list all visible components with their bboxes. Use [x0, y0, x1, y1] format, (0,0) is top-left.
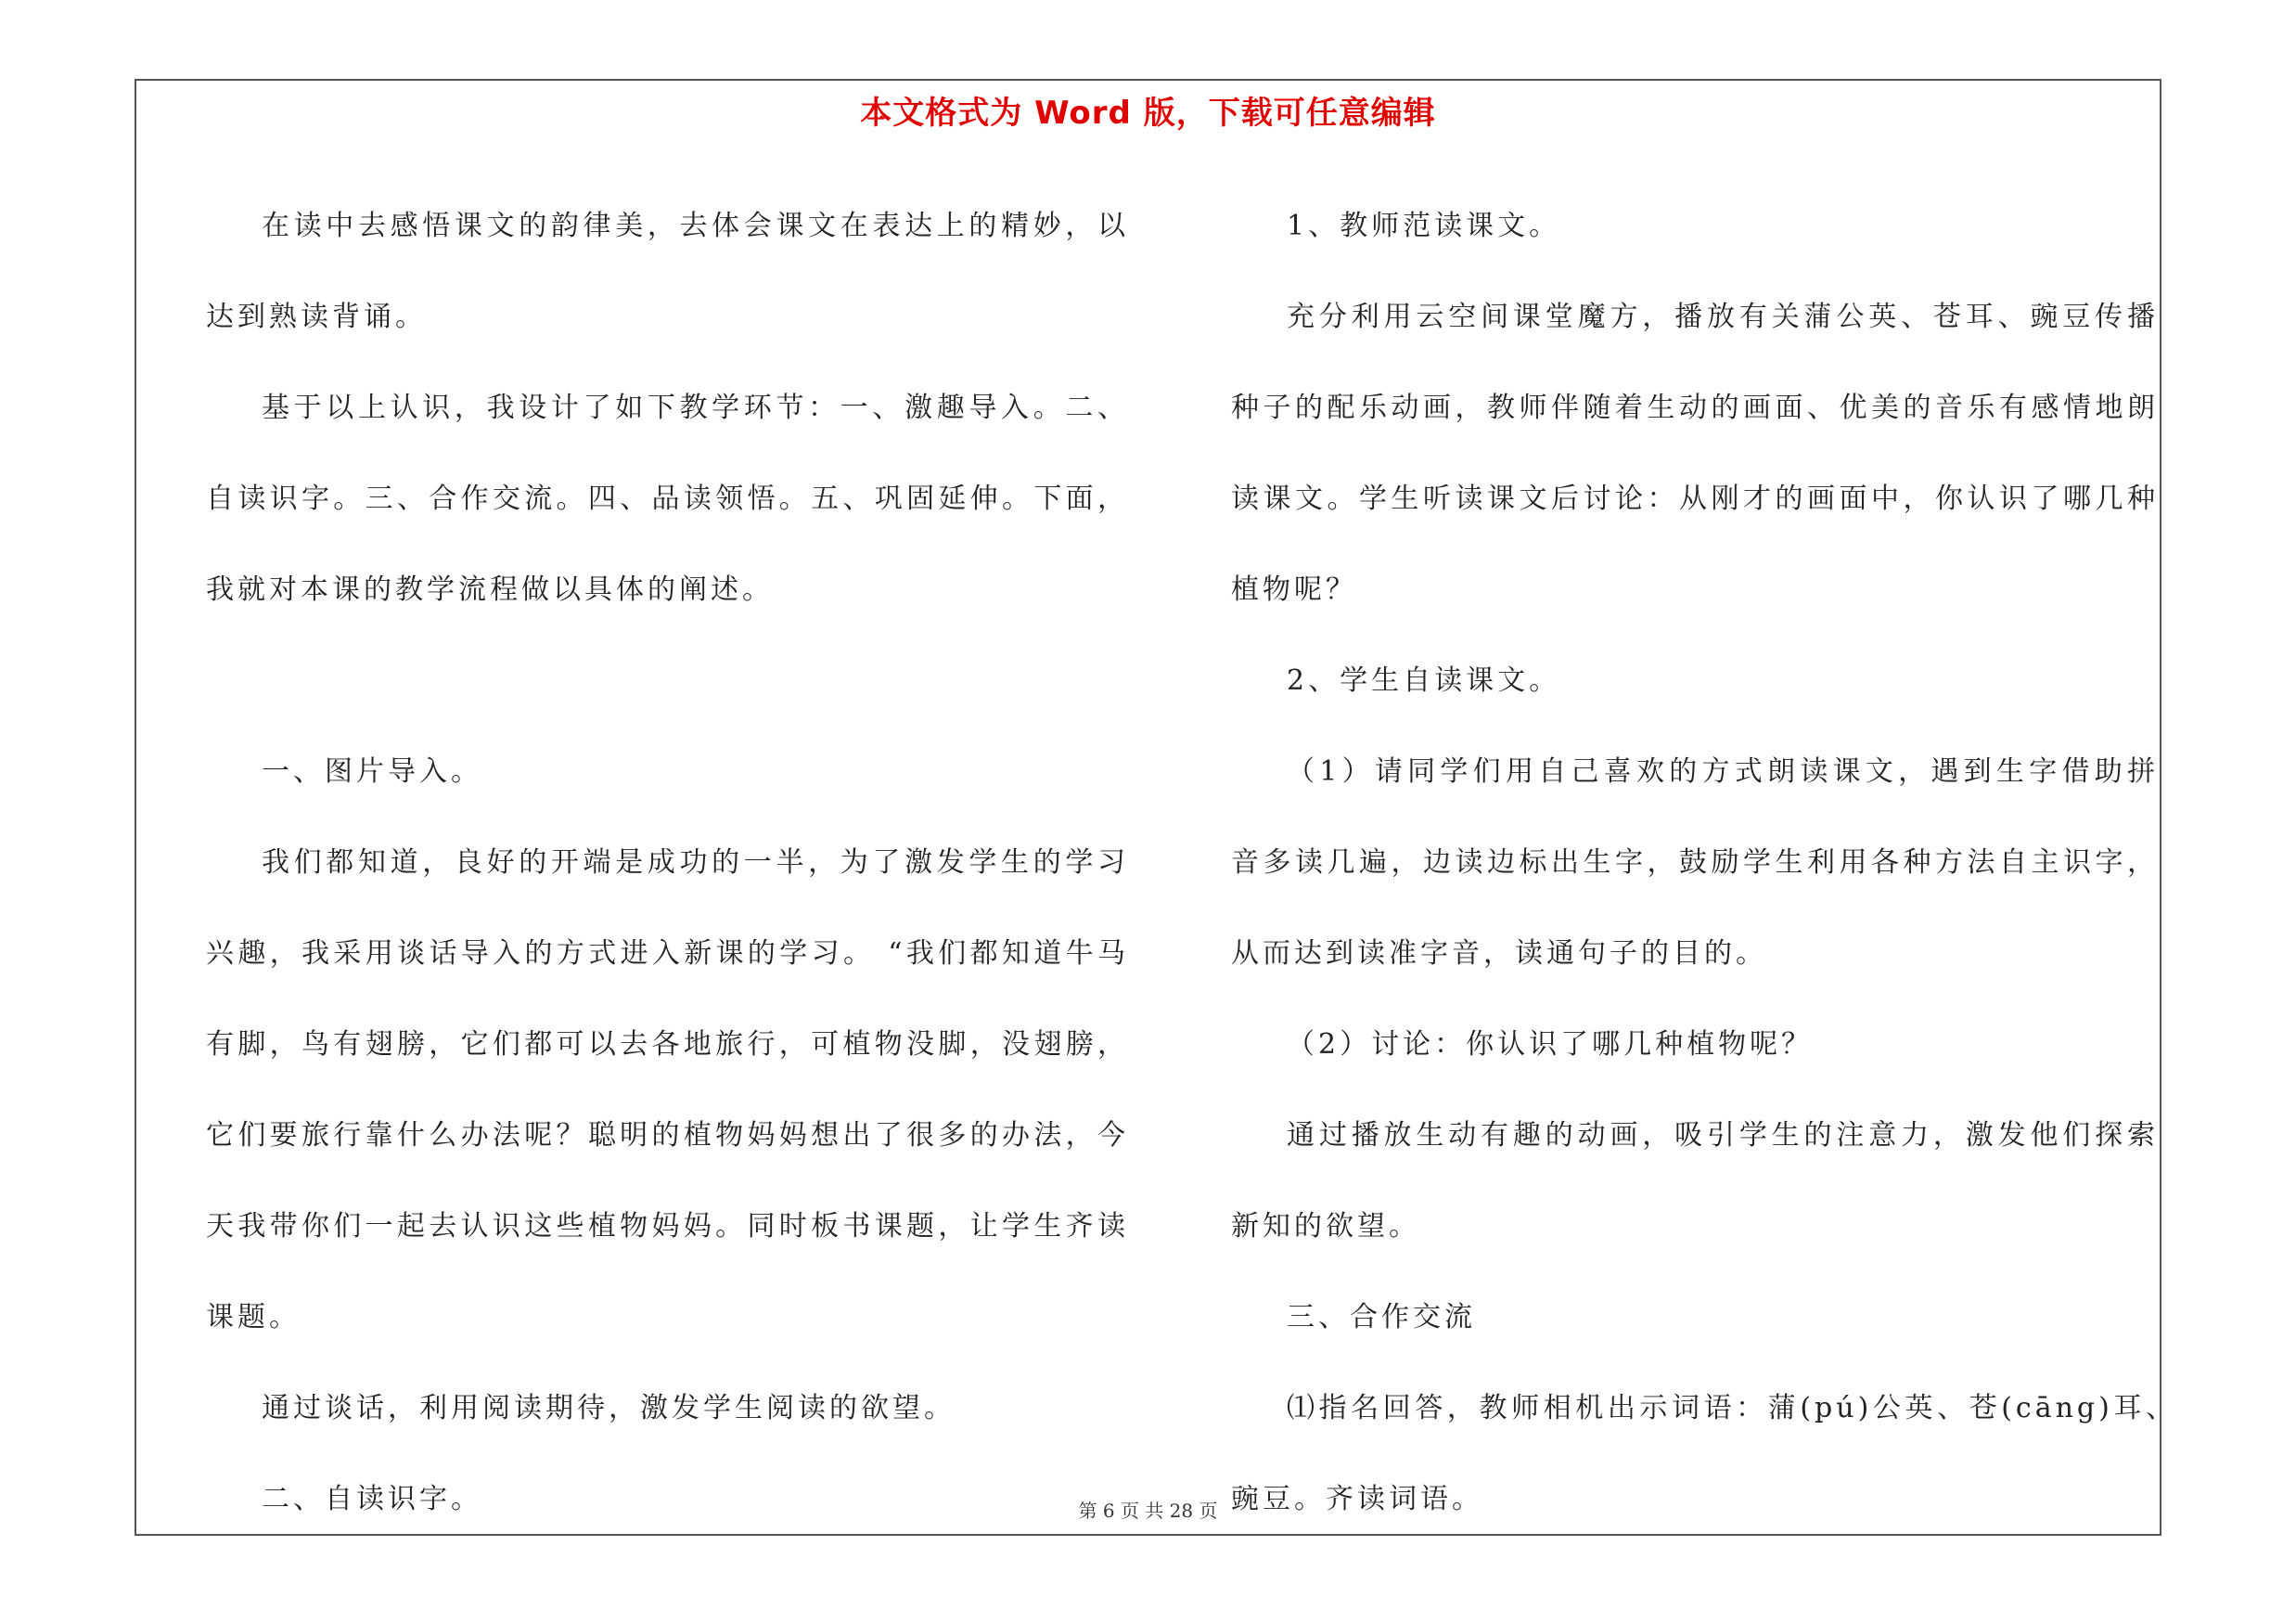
paragraph: 充分利用云空间课堂魔方，播放有关蒲公英、苍耳、豌豆传播种子的配乐动画，教师伴随着生动的画面、优美的音乐有感情地朗读课文。学生听读课文后讨论：从刚才的画面中，你认识了哪几种植物呢？: [1231, 301, 2159, 606]
paragraph: ⑴指名回答，教师相机出示词语：蒲(pú)公英、苍(cāng)耳、豌豆。齐读词语。: [1231, 1392, 2177, 1515]
paragraph: 基于以上认识，我设计了如下教学环节：一、激趣导入。二、自读识字。三、合作交流。四、品读领悟。五、巩固延伸。下面，我就对本课的教学流程做以具体的阐述。: [206, 392, 1129, 606]
paragraph: （2）讨论：你认识了哪几种植物呢？: [1287, 1028, 1814, 1061]
paragraph: 通过谈话，利用阅读期待，激发学生阅读的欲望。: [262, 1392, 956, 1424]
paragraph: 在读中去感悟课文的韵律美，去体会课文在表达上的精妙，以达到熟读背诵。: [206, 210, 1129, 333]
section-heading: 二、自读识字。: [262, 1483, 482, 1515]
blank-line: [206, 636, 1129, 727]
left-column: [206, 181, 1129, 1545]
section-heading: 1、教师范读课文。: [1287, 210, 1561, 242]
paragraph: （1）请同学们用自己喜欢的方式朗读课文，遇到生字借助拼音多读几遍，边读边标出生字，鼓励学生利用各种方法自主识字，从而达到读准字音，读通句子的目的。: [1231, 755, 2159, 970]
page-number: 第 6 页 共 28 页: [1078, 1500, 1218, 1522]
right-column: [1231, 181, 2177, 1545]
paragraph: 通过播放生动有趣的动画，吸引学生的注意力，激发他们探索新知的欲望。: [1231, 1119, 2159, 1243]
paragraph: 我们都知道，良好的开端是成功的一半，为了激发学生的学习兴趣，我采用谈话导入的方式进入新课的学习。 “我们都知道牛马有脚，鸟有翅膀，它们都可以去各地旅行，可植物没脚，没翅膀，它们要旅行靠什么办法呢？聪明的植物妈妈想出了很多的办法，今天我带你们一起去认识这些植物妈妈。同时板书课题，让学生齐读课题。: [206, 846, 1129, 1333]
format-banner: 本文格式为 Word 版，下载可任意编辑: [860, 95, 1436, 132]
section-heading: 三、合作交流: [1287, 1301, 1476, 1333]
section-heading: 一、图片导入。: [262, 755, 482, 788]
section-heading: 2、学生自读课文。: [1287, 664, 1561, 697]
